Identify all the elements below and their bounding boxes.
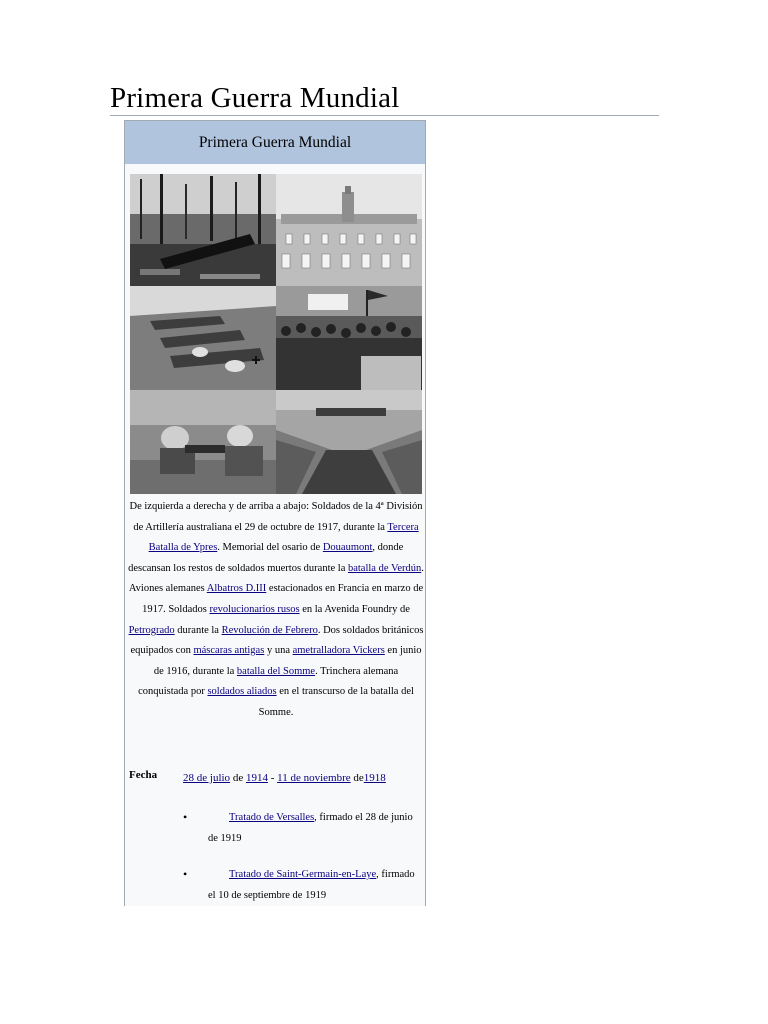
link-douaumont[interactable]: Douaumont [322,542,373,554]
infobox-header: Primera Guerra Mundial [125,121,425,164]
caption-text: en el transcurso de la batalla del Somme. [258,686,414,718]
caption-text: , donde descansan los restos de soldados muertos durante la [128,542,404,574]
revolutionary-soldiers-photo [276,286,422,390]
fecha-sep: de [350,772,364,784]
link-revolucion-febrero[interactable]: Revolución de Febrero [221,624,318,636]
link-1918[interactable]: 1918 [363,772,386,784]
douaumont-ossuary-photo [276,174,422,286]
link-petrogrado[interactable]: Petrogrado [128,624,175,636]
caption-text: De izquierda a derecha y de arriba a abajo: Soldados de la 4ª División de Artillería australiana el 29 de octubre de 1917, durante la [129,501,423,533]
fecha-label: Fecha [129,769,158,781]
photo-montage[interactable] [130,174,422,494]
vickers-gunners-photo [130,390,276,494]
battlefield-ypres-photo [130,174,276,286]
result-text: , firmado el 28 de junio de 1919 [208,812,413,844]
albatros-aircraft-photo [130,286,276,390]
caption-text: durante la [174,624,222,636]
link-1914[interactable]: 1914 [245,772,268,784]
link-11-noviembre[interactable]: 11 de noviembre [277,772,351,784]
link-soldados-aliados[interactable]: soldados aliados [207,686,277,698]
list-item [183,807,423,849]
caption-text: y una [264,645,293,657]
link-batalla-verdun[interactable]: batalla de Verdún [347,562,422,574]
link-albatros[interactable]: Albatros D.III [206,583,267,595]
fecha-sep: de [230,772,246,784]
caption-text: . Aviones alemanes [128,562,424,595]
page-title: Primera Guerra Mundial [110,82,400,114]
somme-trench-photo [276,390,422,494]
link-tratado-saint-germain[interactable]: Tratado de Saint-Germain-en-Laye [229,869,377,880]
fecha-sep: - [267,772,278,784]
caption-text: estacionados en Francia en marzo de 1917. Soldados [142,583,424,615]
infobox [124,120,426,906]
link-batalla-somme[interactable]: batalla del Somme [236,665,316,677]
link-tercera-batalla-ypres[interactable]: Tercera Batalla de Ypres [148,521,419,554]
bullet-icon: • [183,867,188,881]
infobox-caption [128,497,424,724]
caption-text: . Trinchera alemana conquistada por [138,665,399,698]
caption-text: . Dos soldados británicos equipados con [130,624,424,657]
result-text: , firmado el 10 de septiembre de 1919 [208,869,415,901]
result-list [183,807,423,906]
bullet-icon: • [183,810,188,824]
caption-text: en la Avenida Foundry de [299,603,410,615]
link-mascaras-antigas[interactable]: máscaras antigas [193,645,265,657]
link-revolucionarios-rusos[interactable]: revolucionarios rusos [209,603,300,615]
caption-text: en junio de 1916, durante la [153,645,422,677]
caption-text: . Memorial del osario de [217,542,323,554]
link-28-julio[interactable]: 28 de julio [183,772,231,784]
link-tratado-versalles[interactable]: Tratado de Versalles [229,812,315,823]
fecha-value [183,771,386,785]
list-item [183,864,423,906]
link-ametralladora-vickers[interactable]: ametralladora Vickers [292,645,385,657]
title-divider [110,115,659,116]
